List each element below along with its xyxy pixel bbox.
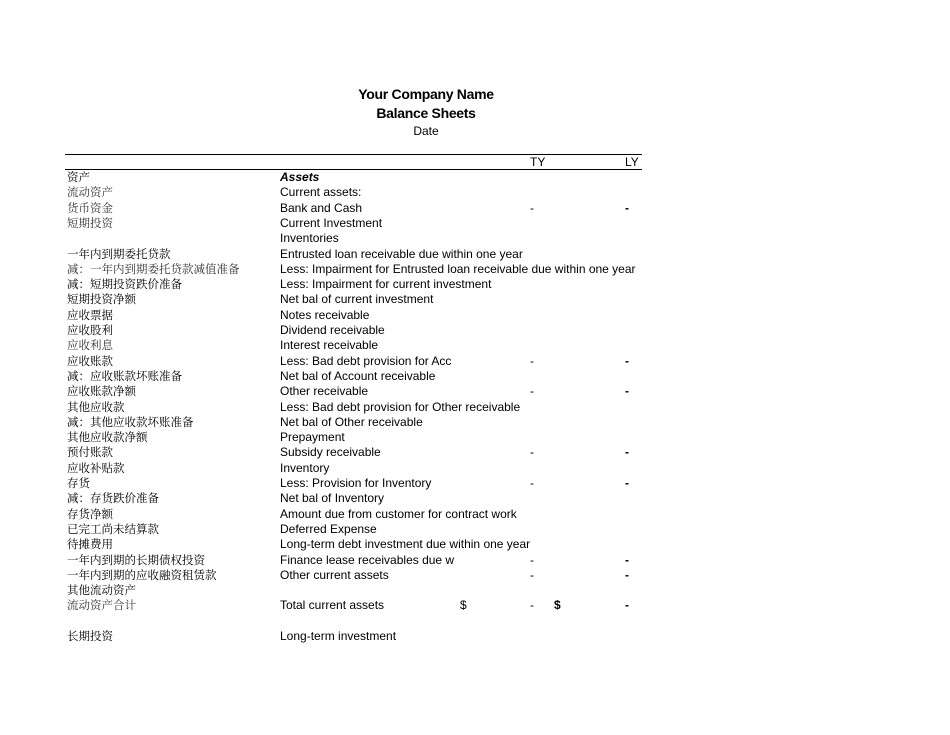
value-ly: - [625,598,629,613]
row-label-chinese: 减：存货跌价准备 [67,491,159,506]
table-row [0,216,950,231]
table-row [0,629,950,644]
value-ly: - [625,353,629,368]
row-label-english: Net bal of Other receivable [280,414,423,429]
value-ty: - [530,552,534,567]
row-label-chinese: 货币资金 [67,200,113,215]
row-label-english: Net bal of current investment [280,292,434,307]
table-row [0,461,950,476]
table-row [0,369,950,384]
row-label-english: Inventories [280,231,339,246]
table-row [0,445,950,460]
row-label-chinese: 一年内到期的应收融资租赁款 [67,567,217,582]
row-label-english: Prepayment [280,430,345,445]
column-header-ty: TY [530,155,546,169]
row-label-chinese: 应收账款 [67,353,113,368]
value-ty: - [530,384,534,399]
row-label-chinese: 应收票据 [67,307,113,322]
row-label-chinese: 长期投资 [67,629,113,643]
table-row [0,170,950,185]
table-row [0,338,950,353]
value-ty: - [530,353,534,368]
value-ty: - [530,445,534,460]
table-row [0,537,950,552]
row-label-chinese: 减：一年内到期委托贷款减值准备 [67,261,240,276]
table-row [0,185,950,200]
currency-symbol-ty: $ [460,598,467,613]
value-ly: - [625,384,629,399]
row-label-chinese: 预付账款 [67,445,113,460]
table-row [0,247,950,262]
value-ly: - [625,552,629,567]
row-label-english: Interest receivable [280,338,379,353]
table-row [0,430,950,445]
value-ly: - [625,476,629,490]
row-label-english: Less: Provision for Inventory [280,476,432,490]
table-row [0,476,950,491]
row-label-chinese: 减：其他应收款坏账准备 [67,414,194,429]
row-label-chinese: 其他应收款净额 [67,430,148,445]
table-row [0,231,950,246]
row-label-chinese: 一年内到期的长期债权投资 [67,552,205,567]
column-header-ly: LY [625,155,639,169]
row-label-chinese: 流动资产合计 [67,598,136,613]
value-ty: - [530,567,534,582]
table-row [0,598,950,613]
row-label-chinese: 流动资产 [67,185,113,200]
row-label-english: Entrusted loan receivable due within one year [280,246,523,261]
row-label-chinese: 一年内到期委托贷款 [67,246,171,261]
row-label-chinese: 资产 [67,170,90,184]
sheet-title: Balance Sheets [376,105,476,121]
table-row [0,415,950,430]
row-label-english: Subsidy receivable [280,445,381,460]
row-label-english: Long-term investment [280,629,397,643]
table-row [0,277,950,292]
row-label-chinese: 减：短期投资跌价准备 [67,277,182,292]
row-label-chinese: 待摊费用 [67,537,113,552]
row-label-chinese: 存货 [67,476,90,490]
row-label-english: Less: Impairment for current investment [280,277,492,292]
row-label-english: Total current assets [280,598,385,613]
currency-symbol-ly: $ [554,598,561,613]
table-row [0,308,950,323]
value-ly: - [625,445,629,460]
row-label-english: Current assets: [280,185,362,200]
row-label-english: Less: Bad debt provision for Other receivable [280,399,521,414]
row-label-english: Assets [280,170,320,184]
table-row [0,354,950,369]
table-row [0,262,950,277]
row-label-english: Other receivable [280,384,369,399]
row-label-chinese: 应收利息 [67,338,113,353]
row-label-english: Deferred Expense [280,521,377,536]
value-ly: - [625,567,629,582]
table-row [0,201,950,216]
row-label-english: Finance lease receivables due w [280,552,455,567]
value-ty: - [530,200,534,215]
row-label-english: Current Investment [280,215,383,230]
row-label-english: Less: Impairment for Entrusted loan receivable due within one year [280,261,636,276]
row-label-chinese: 短期投资净额 [67,292,136,307]
row-label-chinese: 应收股利 [67,323,113,337]
row-label-chinese: 应收账款净额 [67,384,136,399]
table-row [0,583,950,598]
row-label-english: Bank and Cash [280,200,363,215]
row-label-english: Less: Bad debt provision for Acc [280,353,452,368]
row-label-chinese: 应收补贴款 [67,460,125,475]
value-ty: - [530,598,534,613]
table-row [0,507,950,522]
row-label-english: Net bal of Inventory [280,491,385,506]
value-ly: - [625,200,629,215]
row-label-english: Amount due from customer for contract work [280,506,517,521]
row-label-chinese: 其他应收款 [67,399,125,414]
table-row [0,614,950,629]
table-row [0,323,950,338]
value-ty: - [530,476,534,490]
row-label-chinese: 减：应收账款坏账准备 [67,368,182,383]
table-row [0,522,950,537]
company-name: Your Company Name [358,86,494,102]
row-label-english: Dividend receivable [280,323,385,337]
table-row [0,491,950,506]
row-label-english: Inventory [280,460,330,475]
row-label-chinese: 已完工尚未结算款 [67,521,159,536]
table-row [0,400,950,415]
table-row [0,553,950,568]
table-row [0,292,950,307]
row-label-chinese: 存货净额 [67,506,113,521]
row-label-chinese: 短期投资 [67,215,113,230]
row-label-english: Notes receivable [280,307,370,322]
row-label-english: Other current assets [280,567,389,582]
row-label-english: Long-term debt investment due within one year [280,537,531,552]
row-label-chinese: 其他流动资产 [67,583,136,598]
sheet-date: Date [413,124,439,138]
table-row [0,568,950,583]
row-label-english: Net bal of Account receivable [280,368,436,383]
table-row [0,384,950,399]
header-top-rule [65,154,642,155]
